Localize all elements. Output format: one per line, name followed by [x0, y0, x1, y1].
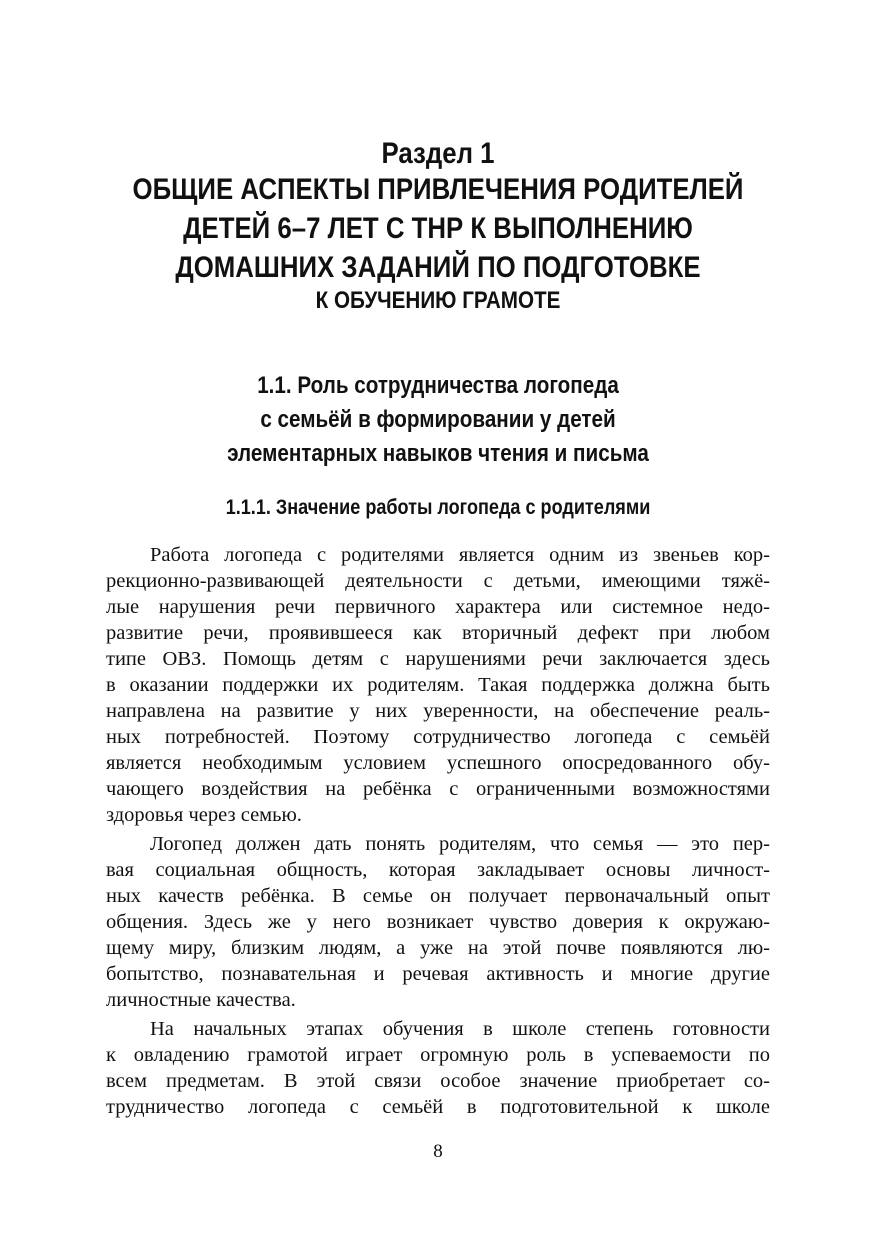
text-line: развитие речи, проявившееся как вторичный дефект при любом [106, 622, 770, 644]
text-line: Работа логопеда с родителями является одним из звеньев кор- [150, 544, 770, 566]
text-line: вая социальная общность, которая закладывает основы личност- [106, 859, 770, 881]
text-line: лые нарушения речи первичного характера или системное недо- [106, 596, 770, 618]
text-line: здоровья через семью. [106, 804, 302, 826]
section-title-line: К ОБУЧЕНИЮ ГРАМОТЕ [315, 287, 561, 314]
text-line: ных потребностей. Поэтому сотрудничество логопеда с семьёй [106, 726, 770, 748]
subsection-title-line: с семьёй в формировании у детей [260, 406, 616, 433]
paragraph-2 [106, 831, 770, 1013]
section-title-line: ОБЩИЕ АСПЕКТЫ ПРИВЛЕЧЕНИЯ РОДИТЕЛЕЙ [132, 173, 744, 206]
subsection-title-line: 1.1. Роль сотрудничества логопеда [257, 372, 619, 399]
text-line: личностные качества. [106, 989, 296, 1011]
text-line: типе ОВЗ. Помощь детям с нарушениями речи заключается здесь [106, 648, 770, 670]
text-line: бопытство, познавательная и речевая активность и многие другие [106, 963, 770, 985]
section-title-line: ДЕТЕЙ 6–7 ЛЕТ С ТНР К ВЫПОЛНЕНИЮ [183, 212, 693, 245]
text-line: к овладению грамотой играет огромную роль в успеваемости по [106, 1044, 770, 1066]
text-line: направлена на развитие у них уверенности, на обеспечение реаль- [106, 700, 770, 722]
text-line: щему миру, близким людям, а уже на этой почве появляются лю- [106, 937, 770, 959]
text-line: общения. Здесь же у него возникает чувство доверия к окружаю- [106, 911, 770, 933]
text-line: ных качеств ребёнка. В семье он получает первоначальный опыт [106, 885, 770, 907]
text-line: чающего воздействия на ребёнка с ограниченными возможностями [106, 778, 770, 800]
text-line: рекционно-развивающей деятельности с детьми, имеющими тяжё- [106, 570, 770, 592]
text-line: На начальных этапах обучения в школе степень готовности [150, 1018, 770, 1040]
text-line: в оказании поддержки их родителям. Такая поддержка должна быть [106, 674, 770, 696]
subsection-title-line: элементарных навыков чтения и письма [227, 440, 649, 467]
text-line: трудничество логопеда с семьёй в подготовительной к школе [106, 1096, 770, 1118]
subsubsection-title: 1.1.1. Значение работы логопеда с родителями [225, 496, 651, 519]
paragraph-1 [106, 542, 770, 828]
text-line: является необходимым условием успешного опосредованного обу- [106, 752, 770, 774]
text-line: Логопед должен дать понять родителям, что семья — это пер- [150, 833, 770, 855]
section-title-line: ДОМАШНИХ ЗАДАНИЙ ПО ПОДГОТОВКЕ [175, 251, 701, 284]
paragraph-3 [106, 1016, 770, 1120]
section-label: Раздел 1 [381, 137, 495, 170]
page-number: 8 [433, 1141, 443, 1162]
text-line: всем предметам. В этой связи особое значение приобретает со- [106, 1070, 770, 1092]
